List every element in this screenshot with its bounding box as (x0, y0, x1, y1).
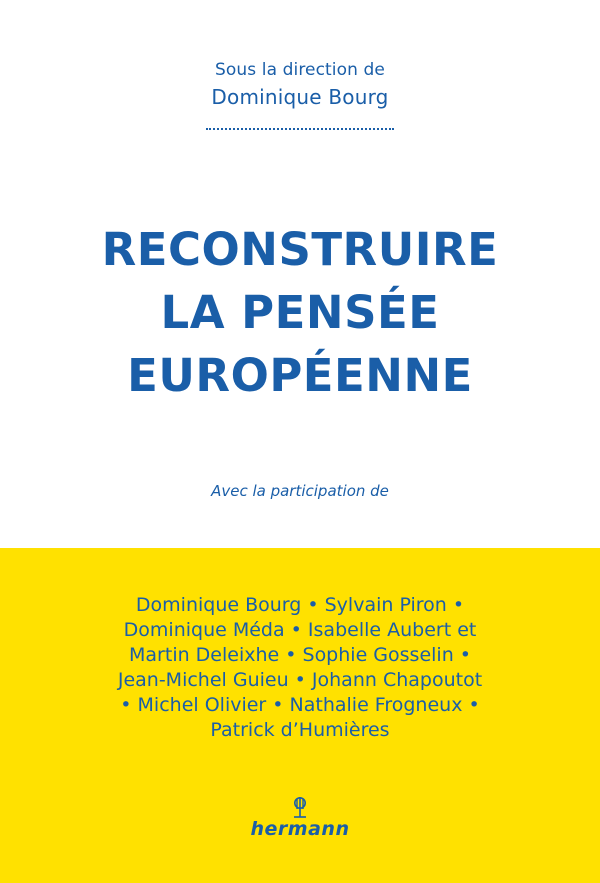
yellow-band (0, 548, 600, 883)
authors-line: Martin Deleixhe • Sophie Gosselin • (129, 644, 471, 666)
authors-list (0, 593, 600, 743)
authors-line: Patrick d’Humières (210, 719, 390, 741)
participation-label: Avec la participation de (211, 482, 389, 500)
authors-line: • Michel Olivier • Nathalie Frogneux • (120, 694, 480, 716)
title-line: EUROPÉENNE (127, 349, 473, 402)
book-title (0, 218, 600, 407)
hermann-logo-icon (290, 796, 310, 818)
title-line: RECONSTRUIRE (101, 223, 499, 276)
dotted-divider (206, 128, 394, 130)
title-line: LA PENSÉE (160, 286, 440, 339)
publisher-logo (0, 796, 600, 840)
director-name: Dominique Bourg (211, 85, 389, 109)
authors-line: Dominique Bourg • Sylvain Piron • (135, 594, 465, 616)
authors-line: Jean-Michel Guieu • Johann Chapoutot (117, 669, 483, 691)
publisher-name: hermann (250, 818, 350, 840)
director-label: Sous la direction de (215, 60, 385, 80)
authors-line: Dominique Méda • Isabelle Aubert et (123, 619, 477, 641)
